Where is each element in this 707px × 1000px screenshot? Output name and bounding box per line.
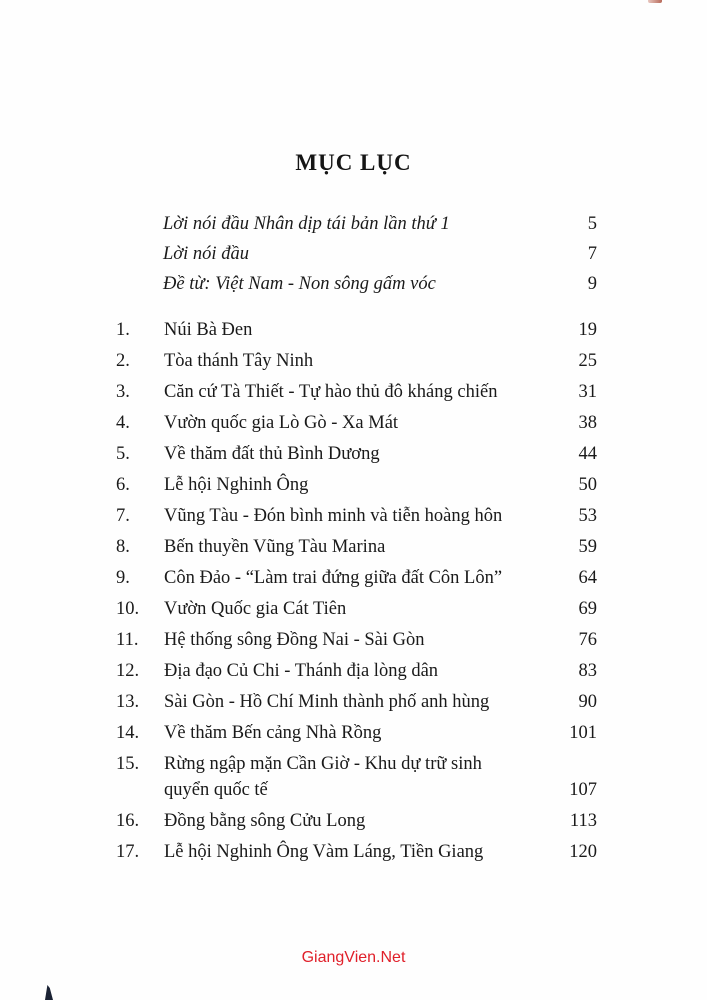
page-number: 19 [578, 320, 597, 340]
front-matter-label: Đề từ: Việt Nam - Non sông gấm vóc [163, 274, 436, 294]
front-matter-item [163, 239, 597, 269]
chapter-item [116, 501, 597, 532]
front-matter-list [163, 209, 597, 299]
chapter-title: Vườn quốc gia Lò Gò - Xa Mát [164, 413, 399, 433]
chapter-title: Vũng Tàu - Đón bình minh và tiễn hoàng hôn [164, 506, 503, 526]
front-matter-item [163, 209, 597, 239]
page-number: 50 [578, 475, 597, 495]
chapter-item [116, 408, 597, 439]
chapter-title: Núi Bà Đen [164, 320, 253, 340]
chapter-number: 5. [116, 444, 130, 464]
chapter-title: Sài Gòn - Hồ Chí Minh thành phố anh hùng [164, 692, 490, 712]
chapter-item [116, 377, 597, 408]
chapter-title: Hệ thống sông Đồng Nai - Sài Gòn [164, 630, 425, 650]
chapter-number: 9. [116, 568, 130, 588]
chapter-number: 14. [116, 723, 140, 743]
front-matter-item [163, 269, 597, 299]
chapter-title: Côn Đảo - “Làm trai đứng giữa đất Côn Lôn” [164, 568, 503, 588]
chapter-number: 11. [116, 630, 139, 650]
chapter-item [116, 837, 597, 868]
page-number: 90 [578, 692, 597, 712]
chapter-title: Căn cứ Tà Thiết - Tự hào thủ đô kháng chiến [164, 382, 498, 402]
chapter-list [116, 315, 597, 868]
page-number: 25 [578, 351, 597, 371]
chapter-item [116, 749, 597, 806]
chapter-number: 3. [116, 382, 130, 402]
chapter-number: 13. [116, 692, 140, 712]
page-number: 83 [578, 661, 597, 681]
chapter-number: 8. [116, 537, 130, 557]
chapter-item [116, 656, 597, 687]
chapter-number: 15. [116, 754, 140, 774]
chapter-number: 12. [116, 661, 140, 681]
page-number: 120 [569, 842, 597, 862]
chapter-item [116, 806, 597, 837]
chapter-title: Bến thuyền Vũng Tàu Marina [164, 537, 386, 557]
chapter-item [116, 625, 597, 656]
chapter-number: 2. [116, 351, 130, 371]
page-number: 7 [587, 244, 597, 264]
page-number: 59 [578, 537, 597, 557]
chapter-number: 7. [116, 506, 130, 526]
chapter-number: 10. [116, 599, 140, 619]
chapter-item [116, 563, 597, 594]
chapter-item [116, 470, 597, 501]
page-number: 107 [569, 780, 597, 800]
chapter-number: 17. [116, 842, 140, 862]
page-number: 9 [587, 274, 597, 294]
front-matter-label: Lời nói đầu [163, 244, 249, 264]
page-number: 44 [578, 444, 597, 464]
chapter-item [116, 687, 597, 718]
chapter-title: Vườn Quốc gia Cát Tiên [164, 599, 347, 619]
chapter-number: 6. [116, 475, 130, 495]
chapter-item [116, 315, 597, 346]
chapter-item [116, 439, 597, 470]
chapter-item [116, 594, 597, 625]
page-number: 113 [569, 811, 597, 831]
chapter-title: Đồng bằng sông Cửu Long [164, 811, 366, 831]
chapter-title: Lễ hội Nghinh Ông [164, 475, 309, 495]
page-number: 64 [578, 568, 597, 588]
page-number: 76 [578, 630, 597, 650]
chapter-number: 16. [116, 811, 140, 831]
page-number: 38 [578, 413, 597, 433]
chapter-title: Tòa thánh Tây Ninh [164, 351, 314, 371]
chapter-number: 4. [116, 413, 130, 433]
front-matter-label: Lời nói đầu Nhân dịp tái bản lần thứ 1 [163, 214, 450, 234]
watermark: GiangVien.Net [301, 949, 406, 966]
chapter-item [116, 346, 597, 377]
chapter-title: Về thăm đất thủ Bình Dương [164, 444, 380, 464]
page-corner-mark [648, 0, 662, 3]
page-number: 5 [587, 214, 597, 234]
chapter-item [116, 532, 597, 563]
chapter-title: Lễ hội Nghinh Ông Vàm Láng, Tiền Giang [164, 842, 484, 862]
chapter-number: 1. [116, 320, 130, 340]
page-edge-mark [45, 985, 53, 1000]
chapter-title: Địa đạo Củ Chi - Thánh địa lòng dân [164, 661, 439, 681]
page-number: 31 [578, 382, 597, 402]
chapter-item [116, 718, 597, 749]
chapter-title: Về thăm Bến cảng Nhà Rồng [164, 723, 382, 743]
page-number: 101 [569, 723, 597, 743]
chapter-title: Rừng ngập mặn Cần Giờ - Khu dự trữ sinh quyển quốc tế [164, 754, 482, 800]
page-number: 53 [578, 506, 597, 526]
page-title: MỤC LỤC [295, 150, 412, 175]
page-number: 69 [578, 599, 597, 619]
